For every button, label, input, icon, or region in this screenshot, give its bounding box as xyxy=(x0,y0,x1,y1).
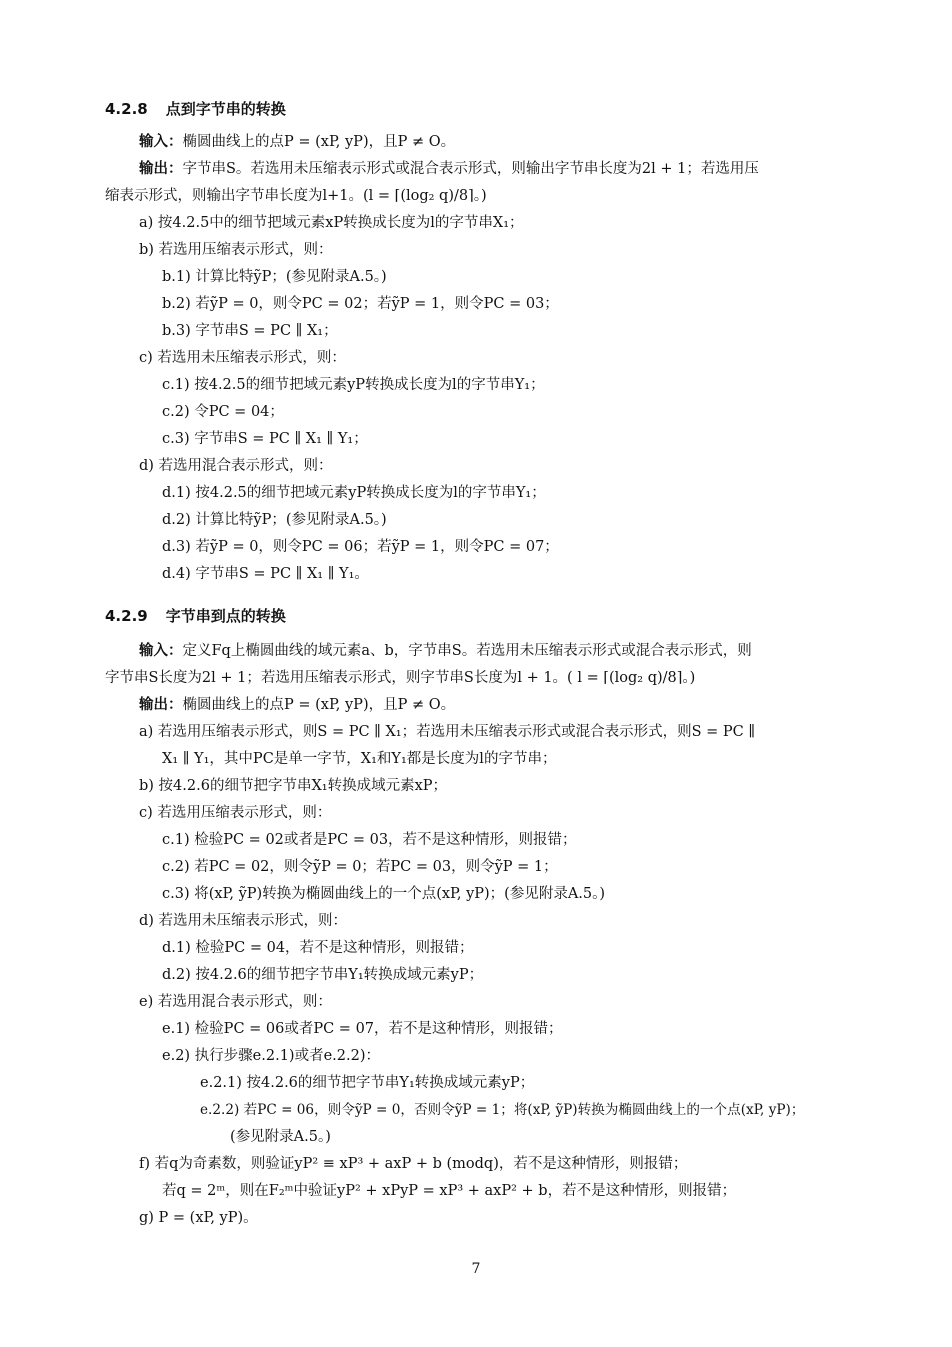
step-e22: e.2.2) 若PC = 06，则令ỹP = 0，否则令ỹP = 1；将(xP, ỹP)转换为椭圆曲线上的一个点(xP, yP)； xyxy=(200,1102,805,1118)
step-c2: c.2) 若PC = 02，则令ỹP = 0；若PC = 03，则令ỹP = 1； xyxy=(162,859,558,875)
step-e1: e.1) 检验PC = 06或者PC = 07，若不是这种情形，则报错； xyxy=(162,1021,563,1037)
section-heading-4-2-8 xyxy=(105,98,286,119)
step-c2: c.2) 令PC = 04； xyxy=(162,404,284,420)
step-d: d) 若选用未压缩表示形式，则： xyxy=(139,913,348,929)
step-e21: e.2.1) 按4.2.6的细节把字节串Y₁转换成域元素yP； xyxy=(200,1075,535,1091)
input-label: 输入： xyxy=(139,134,183,150)
step-d3: d.3) 若ỹP = 0，则令PC = 06；若ỹP = 1，则令PC = 07； xyxy=(162,539,559,555)
output-text: 椭圆曲线上的点P = (xP, yP)，且P ≠ O。 xyxy=(182,697,456,713)
step-a-line-2: X₁ ∥ Y₁，其中PC是单一字节，X₁和Y₁都是长度为l的字节串； xyxy=(162,751,557,767)
input-label: 输入： xyxy=(139,643,183,659)
step-d2: d.2) 按4.2.6的细节把字节串Y₁转换成域元素yP； xyxy=(162,967,484,983)
section-heading-4-2-9 xyxy=(105,605,286,626)
step-d4: d.4) 字节串S = PC ∥ X₁ ∥ Y₁。 xyxy=(162,566,369,582)
step-d1: d.1) 按4.2.5的细节把域元素yP转换成长度为l的字节串Y₁； xyxy=(162,485,546,501)
step-b3: b.3) 字节串S = PC ∥ X₁； xyxy=(162,323,338,339)
step-c: c) 若选用未压缩表示形式，则： xyxy=(139,350,346,366)
section-title: 点到字节串的转换 xyxy=(165,100,286,118)
output-paragraph xyxy=(139,696,455,714)
step-d1: d.1) 检验PC = 04，若不是这种情形，则报错； xyxy=(162,940,474,956)
step-a: a) 按4.2.5中的细节把域元素xP转换成长度为l的字节串X₁； xyxy=(139,215,524,231)
step-f-line-2: 若q = 2ᵐ，则在F₂ᵐ中验证yP² + xPyP = xP³ + axP² + b，若不是这种情形，则报错； xyxy=(162,1183,737,1199)
input-paragraph xyxy=(139,133,455,151)
output-label: 输出： xyxy=(139,161,183,177)
input-text: 定义Fq上椭圆曲线的域元素a、b，字节串S。若选用未压缩表示形式或混合表示形式，则 xyxy=(182,643,752,659)
output-text: 字节串S。若选用未压缩表示形式或混合表示形式，则输出字节串长度为2l + 1；若选用压 xyxy=(182,161,759,177)
step-e: e) 若选用混合表示形式，则： xyxy=(139,994,332,1010)
input-text: 椭圆曲线上的点P = (xP, yP)，且P ≠ O。 xyxy=(182,134,456,150)
output-paragraph-line-2: 缩表示形式，则输出字节串长度为l+1。(l = ⌈(log₂ q)/8⌉。) xyxy=(105,188,487,204)
output-label: 输出： xyxy=(139,697,183,713)
step-d: d) 若选用混合表示形式，则： xyxy=(139,458,333,474)
step-e22-note: (参见附录A.5。) xyxy=(230,1129,331,1145)
step-c1: c.1) 检验PC = 02或者是PC = 03，若不是这种情形，则报错； xyxy=(162,832,577,848)
section-title: 字节串到点的转换 xyxy=(165,607,286,625)
step-f-line-1: f) 若q为奇素数，则验证yP² ≡ xP³ + axP + b (modq)，若不是这种情形，则报错； xyxy=(139,1156,688,1172)
step-b2: b.2) 若ỹP = 0，则令PC = 02；若ỹP = 1，则令PC = 03； xyxy=(162,296,559,312)
step-a-line-1: a) 若选用压缩表示形式，则S = PC ∥ X₁；若选用未压缩表示形式或混合表示形式，则S = PC ∥ xyxy=(139,724,756,740)
step-e2: e.2) 执行步骤e.2.1)或者e.2.2)： xyxy=(162,1048,380,1064)
section-number: 4.2.9 xyxy=(105,607,148,625)
step-c3: c.3) 字节串S = PC ∥ X₁ ∥ Y₁； xyxy=(162,431,368,447)
section-number: 4.2.8 xyxy=(105,100,148,118)
step-c1: c.1) 按4.2.5的细节把域元素yP转换成长度为l的字节串Y₁； xyxy=(162,377,545,393)
step-b: b) 若选用压缩表示形式，则： xyxy=(139,242,333,258)
step-d2: d.2) 计算比特ỹP；(参见附录A.5。) xyxy=(162,512,387,528)
step-b1: b.1) 计算比特ỹP；(参见附录A.5。) xyxy=(162,269,387,285)
step-g: g) P = (xP, yP)。 xyxy=(139,1210,258,1226)
output-paragraph-line-1 xyxy=(139,160,759,178)
step-c: c) 若选用压缩表示形式，则： xyxy=(139,805,332,821)
page-number: 7 xyxy=(471,1261,481,1277)
step-c3: c.3) 将(xP, ỹP)转换为椭圆曲线上的一个点(xP, yP)；(参见附录A.5。) xyxy=(162,886,606,902)
input-paragraph-line-2: 字节串S长度为2l + 1；若选用压缩表示形式，则字节串S长度为l + 1。( l = ⌈(log₂ q)/8⌉。) xyxy=(105,670,696,686)
input-paragraph-line-1 xyxy=(139,642,752,660)
step-b: b) 按4.2.6的细节把字节串X₁转换成域元素xP； xyxy=(139,778,448,794)
